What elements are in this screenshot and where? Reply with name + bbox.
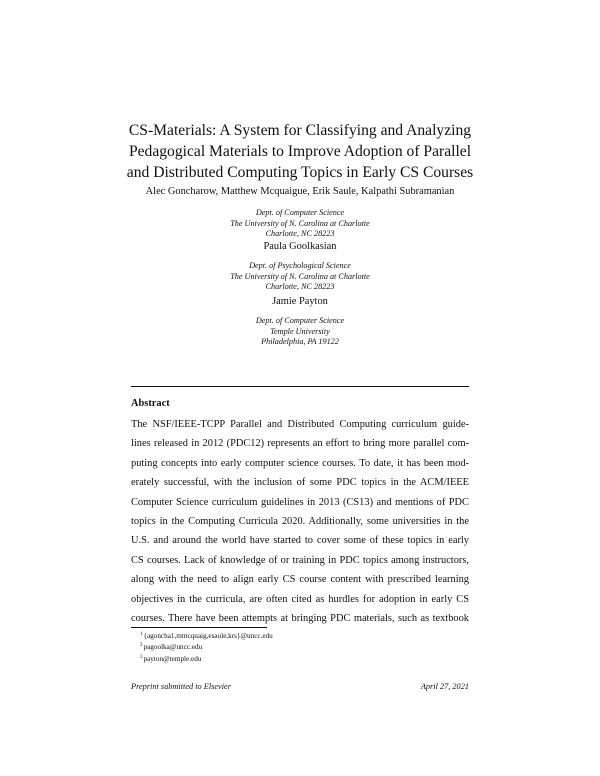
preprint-note: Preprint submitted to Elsevier xyxy=(131,682,231,691)
affiliation-dept: Dept. of Computer Science xyxy=(255,316,345,325)
affiliation-city: Charlotte, NC 28223 xyxy=(265,282,335,291)
title-line: CS-Materials: A System for Classifying and Analyzing xyxy=(128,122,472,139)
footnote-mark: 3 xyxy=(140,654,143,660)
title-line: Pedagogical Materials to Improve Adoption of Parallel xyxy=(128,143,472,160)
abstract-line: objectives in the curricula, are often cited as hurdles for adoption in early CS xyxy=(131,593,469,605)
abstract-line: puting concepts into early computer science courses. To date, it has been mod- xyxy=(131,457,469,469)
abstract-line: Computer Science curriculum guidelines in 2013 (CS13) and mentions of PDC xyxy=(131,496,469,508)
affiliation-3 xyxy=(0,316,600,348)
abstract-top-rule xyxy=(131,386,469,387)
abstract-line: U.S. and around the world have started to cover some of these topics in early xyxy=(131,535,469,547)
footnotes xyxy=(140,630,273,664)
footnote-rule xyxy=(131,627,267,628)
abstract-line: along with the need to align early CS course content with prescribed learning xyxy=(131,574,469,586)
footnote-mark: 2 xyxy=(140,643,143,649)
affiliation-univ: Temple University xyxy=(270,326,330,336)
abstract-heading: Abstract xyxy=(131,398,170,409)
abstract-line: erately successful, with the inclusion of some PDC topics in the ACM/IEEE xyxy=(131,477,469,489)
affiliation-univ: The University of N. Carolina at Charlotte xyxy=(230,271,370,281)
abstract-line: lines released in 2012 (PDC12) represents an effort to bring more parallel com- xyxy=(131,438,469,450)
footnote-mark: 1 xyxy=(140,632,143,637)
abstract-body xyxy=(131,415,469,628)
footnote-item xyxy=(140,630,273,641)
footnote-item xyxy=(140,641,273,652)
footnote-text: payton@temple.edu xyxy=(143,654,202,663)
footnote-text: pagoolka@uncc.edu xyxy=(143,643,203,652)
abstract-line: CS courses. Lack of knowledge of or training in PDC topics among instructors, xyxy=(131,554,469,566)
author-list: Alec Goncharow, Matthew Mcquaigue, Erik Saule, Kalpathi Subramanian xyxy=(145,186,455,197)
affiliation-univ: The University of N. Carolina at Charlotte xyxy=(230,218,370,228)
affiliation-city: Charlotte, NC 28223 xyxy=(265,229,335,238)
abstract-line: topics in the Computing Curricula 2020. Additionally, some universities in the xyxy=(131,515,469,527)
date: April 27, 2021 xyxy=(420,682,469,691)
author-goolkasian: Paula Goolkasian xyxy=(263,241,337,252)
affiliation-2 xyxy=(0,261,600,293)
footnote-item xyxy=(140,653,273,664)
abstract-line: courses. There have been attempts at bringing PDC materials, such as textbook xyxy=(131,612,469,624)
title-line: and Distributed Computing Topics in Early CS Courses xyxy=(126,164,474,181)
footnote-text: {agoncha1,mmcquaig,esaule,krs}@uncc.edu xyxy=(143,632,273,640)
author-payton: Jamie Payton xyxy=(272,296,328,307)
affiliation-city: Philadelphia, PA 19122 xyxy=(261,337,339,346)
paper-title xyxy=(0,120,600,183)
affiliation-dept: Dept. of Computer Science xyxy=(255,208,345,217)
affiliation-dept: Dept. of Psychological Science xyxy=(249,261,351,270)
abstract-line: The NSF/IEEE-TCPP Parallel and Distributed Computing curriculum guide- xyxy=(131,419,469,430)
affiliation-1 xyxy=(0,208,600,240)
